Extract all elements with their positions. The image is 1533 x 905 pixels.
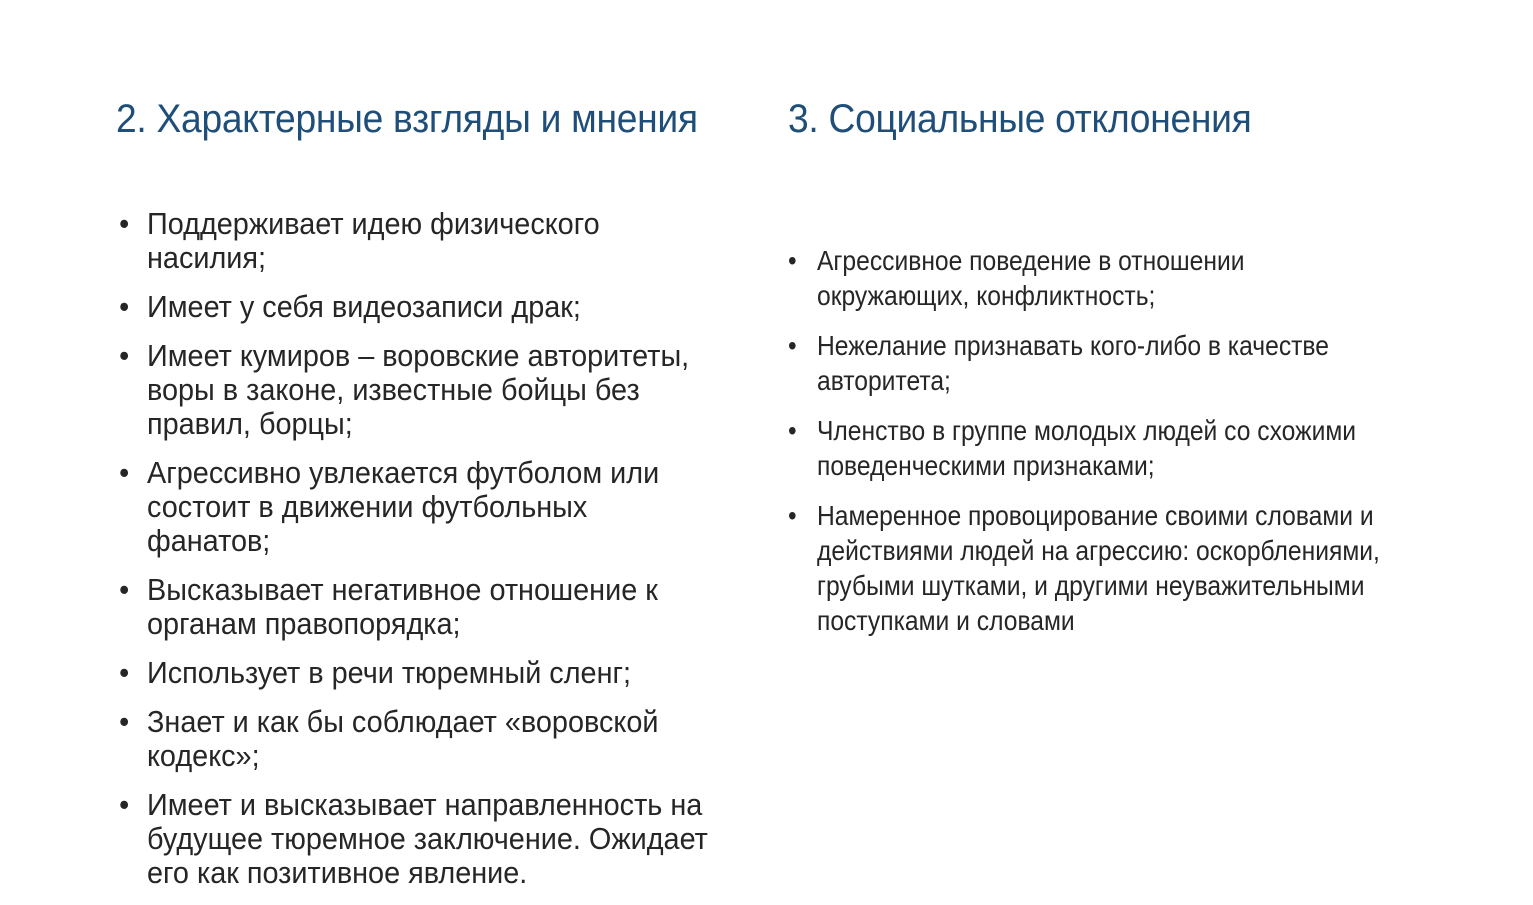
list-item xyxy=(787,413,1389,483)
list-item xyxy=(787,243,1389,313)
list-item xyxy=(787,498,1389,638)
bullet-marker: • xyxy=(119,655,130,690)
bullet-marker: • xyxy=(119,572,130,607)
left-column-title: 2. Характерные взгляды и мнения xyxy=(116,97,698,141)
list-item-text: Поддерживает идею физического насилия; xyxy=(147,206,600,275)
list-item-text: Нежелание признавать кого-либо в качестве авторитета; xyxy=(817,330,1329,396)
list-item-text: Использует в речи тюремный сленг; xyxy=(147,655,632,690)
right-column-title: 3. Социальные отклонения xyxy=(788,97,1252,141)
bullet-marker: • xyxy=(119,787,130,822)
bullet-marker: • xyxy=(119,338,130,373)
list-item xyxy=(119,206,714,275)
list-item-text: Знает и как бы соблюдает «воровской кодекс»; xyxy=(147,704,659,773)
bullet-marker: • xyxy=(787,245,797,276)
list-item-text: Имеет и высказывает направленность на будущее тюремное заключение. Ожидает его как позитивное явление. xyxy=(147,787,708,890)
list-item-text: Агрессивно увлекается футболом или состоит в движении футбольных фанатов; xyxy=(147,455,660,558)
list-item xyxy=(119,455,714,558)
list-item-text: Высказывает негативное отношение к органам правопорядка; xyxy=(147,572,658,641)
left-bullet-list xyxy=(119,206,757,905)
list-item-text: Агрессивное поведение в отношении окружающих, конфликтность; xyxy=(817,245,1245,311)
bullet-marker: • xyxy=(119,455,130,490)
bullet-marker: • xyxy=(787,415,797,446)
bullet-marker: • xyxy=(787,500,797,531)
list-item xyxy=(119,572,714,641)
bullet-marker: • xyxy=(787,330,797,361)
list-item xyxy=(119,289,714,324)
list-item xyxy=(119,787,714,890)
list-item-text: Имеет у себя видеозаписи драк; xyxy=(147,289,581,324)
list-item-text: Членство в группе молодых людей со схожими поведенческими признаками; xyxy=(817,415,1357,481)
list-item xyxy=(787,328,1389,398)
list-item xyxy=(119,704,714,773)
right-bullet-list xyxy=(787,243,1467,653)
list-item xyxy=(119,338,714,441)
list-item-text: Имеет кумиров – воровские авторитеты, воры в законе, известные бойцы без правил, борцы; xyxy=(147,338,690,441)
list-item-text: Намеренное провоцирование своими словами и действиями людей на агрессию: оскорблениями, грубыми шутками, и другими неуважительными поступками и словами xyxy=(817,500,1380,636)
bullet-marker: • xyxy=(119,289,130,324)
bullet-marker: • xyxy=(119,704,130,739)
list-item xyxy=(119,655,714,690)
bullet-marker: • xyxy=(119,206,130,241)
